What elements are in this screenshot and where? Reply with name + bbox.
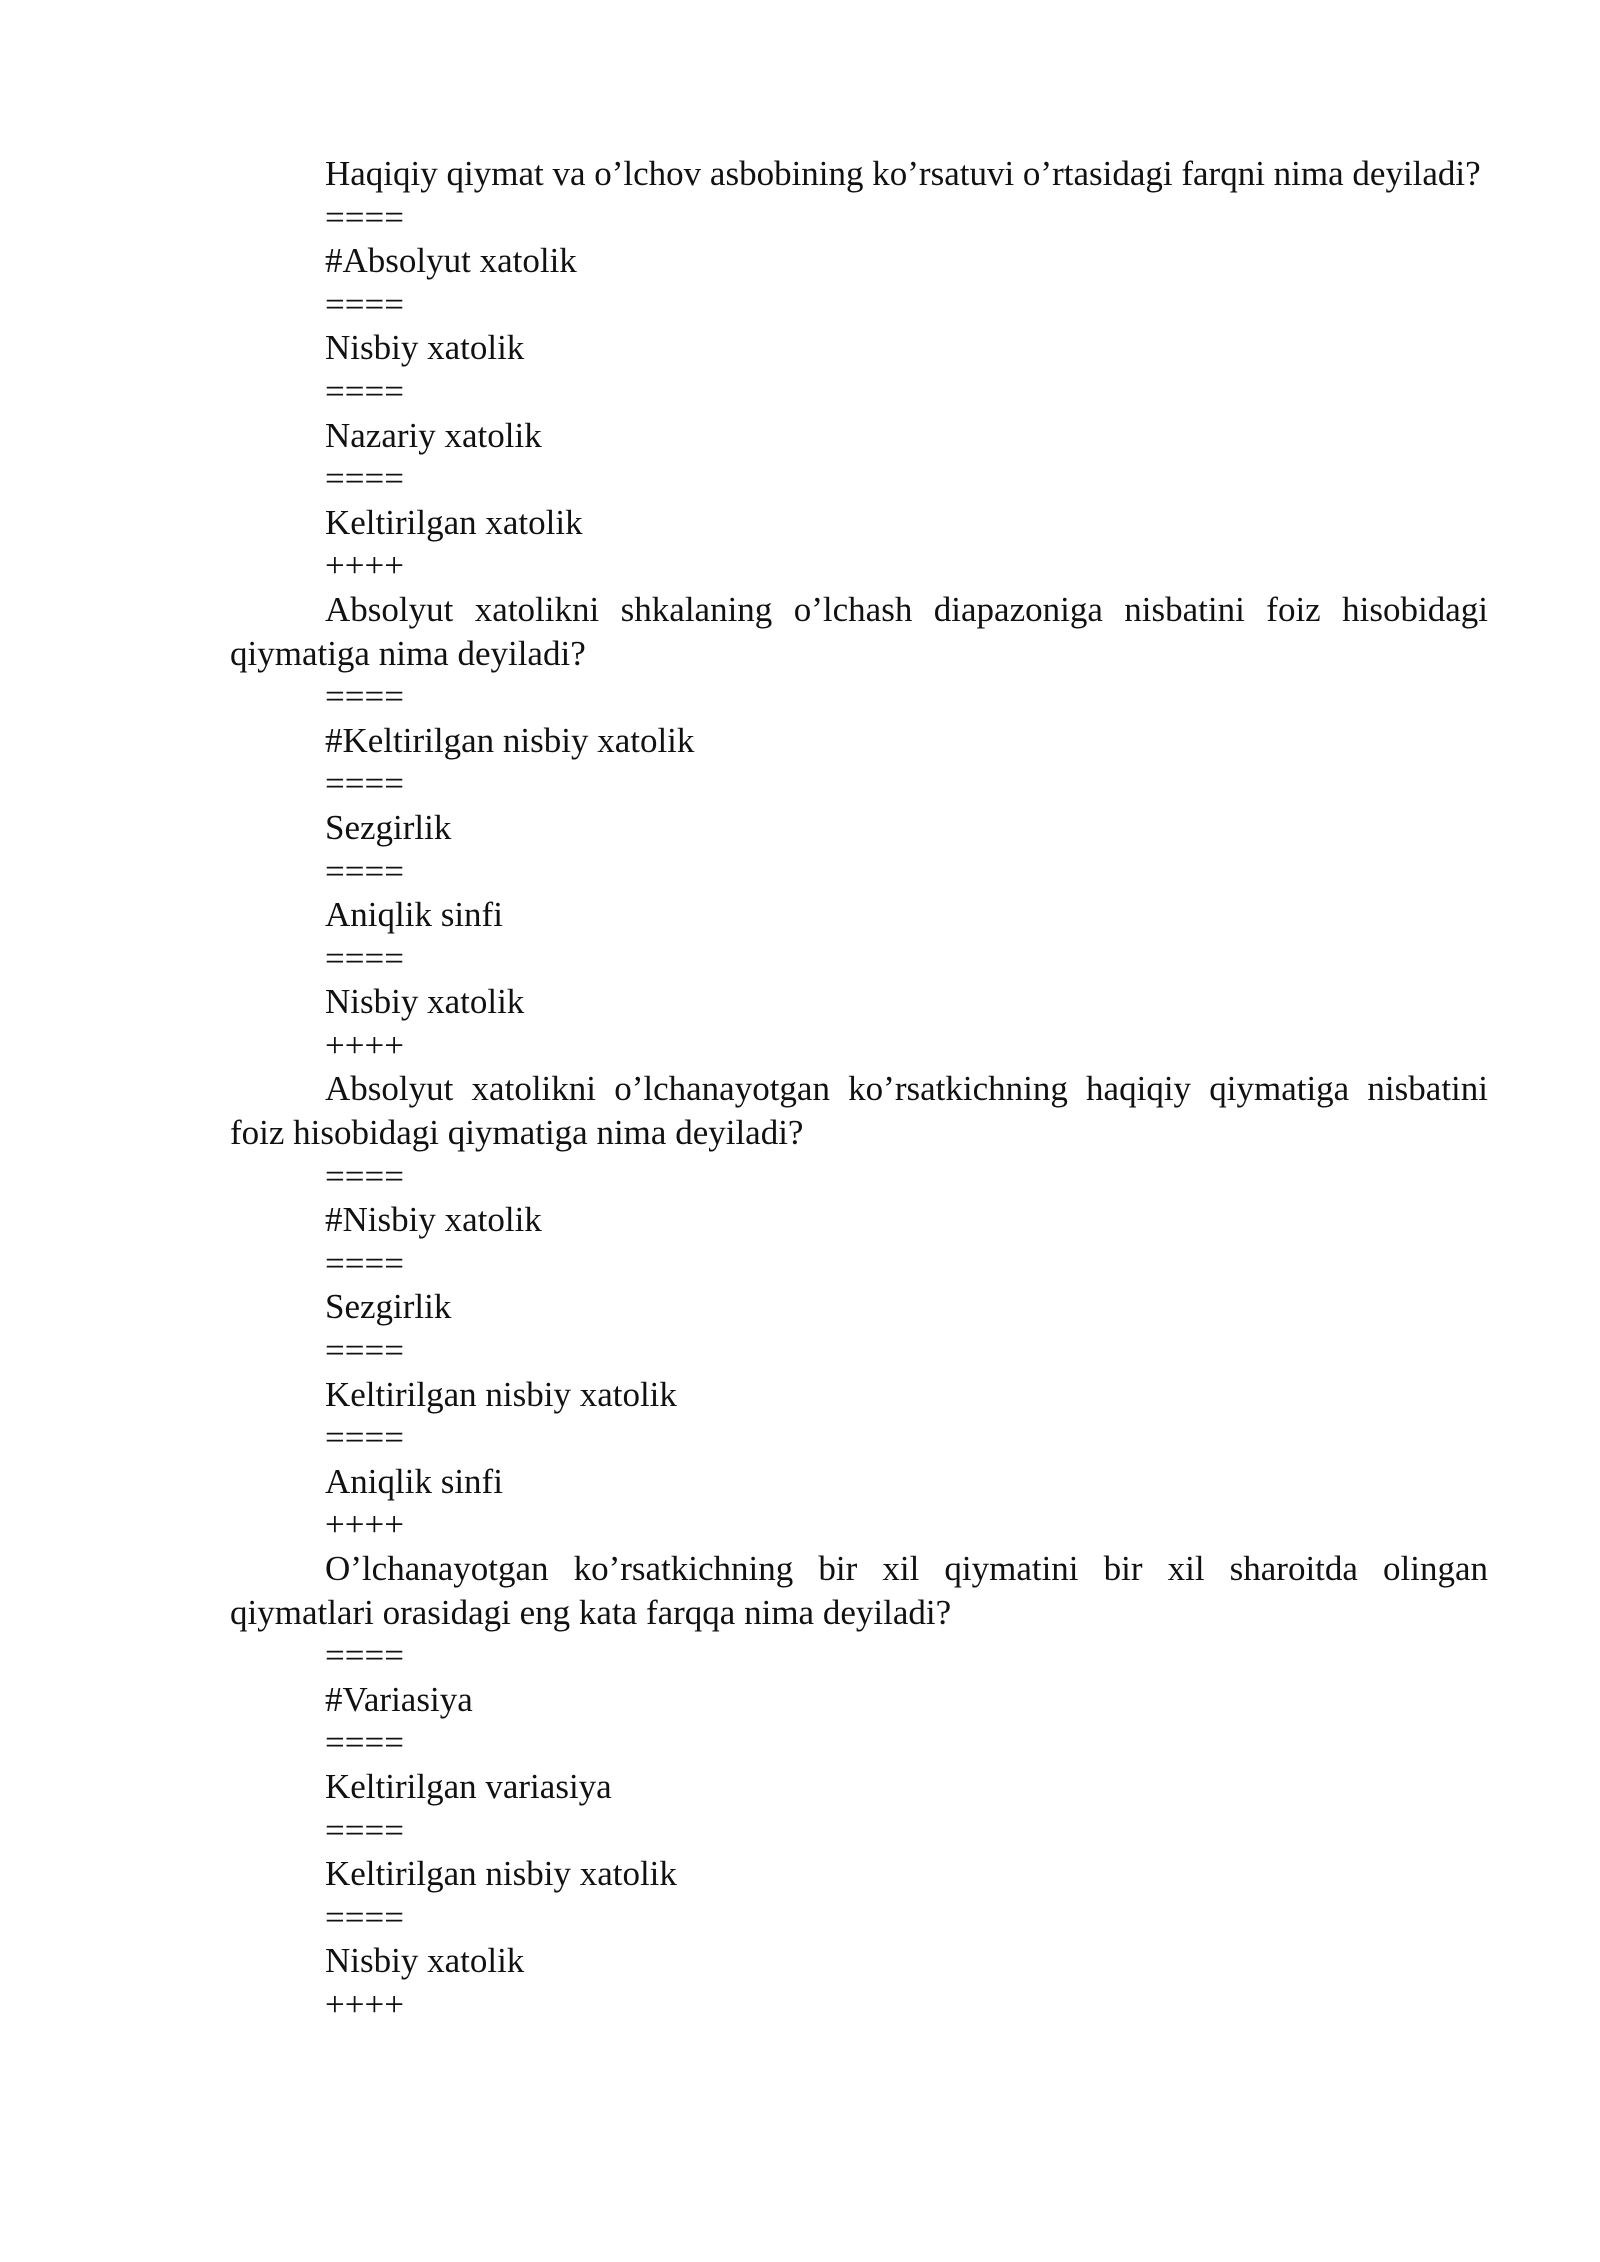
answer-option: Keltirilgan nisbiy xatolik [325,1854,677,1894]
option-separator: ==== [325,371,404,411]
question-separator: ++++ [325,1025,404,1065]
question-separator: ++++ [325,1505,404,1545]
option-separator: ==== [325,851,404,891]
answer-option: #Variasiya [325,1679,473,1719]
answer-option: #Absolyut xatolik [325,241,577,281]
answer-option: Keltirilgan nisbiy xatolik [325,1374,677,1414]
option-separator: ==== [325,764,404,804]
option-separator: ==== [325,677,404,717]
answer-option: Nazariy xatolik [325,415,542,455]
option-separator: ==== [325,1723,404,1763]
option-separator: ==== [325,1810,404,1850]
answer-option: #Nisbiy xatolik [325,1200,542,1240]
answer-option: Nisbiy xatolik [325,1941,525,1981]
answer-option: Keltirilgan xatolik [325,502,583,542]
quiz-content [230,152,1488,2027]
question-text: Absolyut xatolikni o’lchanayotgan ko’rsatkichning haqiqiy qiymatiga nisbatini foiz hisobidagi qiymatiga nima deyiladi? [230,1069,1488,1153]
question-text: O’lchanayotgan ko’rsatkichning bir xil qiymatini bir xil sharoitda olingan qiymatlari orasidagi eng kata farqqa nima deyiladi? [230,1549,1488,1632]
option-separator: ==== [325,938,404,978]
question-separator: ++++ [325,1984,404,2024]
answer-option: Sezgirlik [325,1287,452,1327]
question-text: Haqiqiy qiymat va o’lchov asbobining ko’rsatuvi o’rtasidagi farqni nima deyiladi? [325,154,1481,193]
option-separator: ==== [325,1418,404,1458]
option-separator: ==== [325,1243,404,1283]
answer-option: #Keltirilgan nisbiy xatolik [325,720,695,760]
answer-option: Aniqlik sinfi [325,1461,503,1501]
option-separator: ==== [325,1331,404,1371]
answer-option: Aniqlik sinfi [325,895,503,935]
option-separator: ==== [325,284,404,324]
option-separator: ==== [325,1636,404,1676]
question-separator: ++++ [325,546,404,586]
answer-option: Nisbiy xatolik [325,328,525,368]
option-separator: ==== [325,459,404,499]
option-separator: ==== [325,197,404,237]
option-separator: ==== [325,1156,404,1196]
answer-option: Keltirilgan variasiya [325,1766,612,1806]
question-text: Absolyut xatolikni shkalaning o’lchash diapazoniga nisbatini foiz hisobidagi qiymatiga nima deyiladi? [230,589,1488,673]
answer-option: Sezgirlik [325,807,452,847]
option-separator: ==== [325,1897,404,1937]
answer-option: Nisbiy xatolik [325,982,525,1022]
